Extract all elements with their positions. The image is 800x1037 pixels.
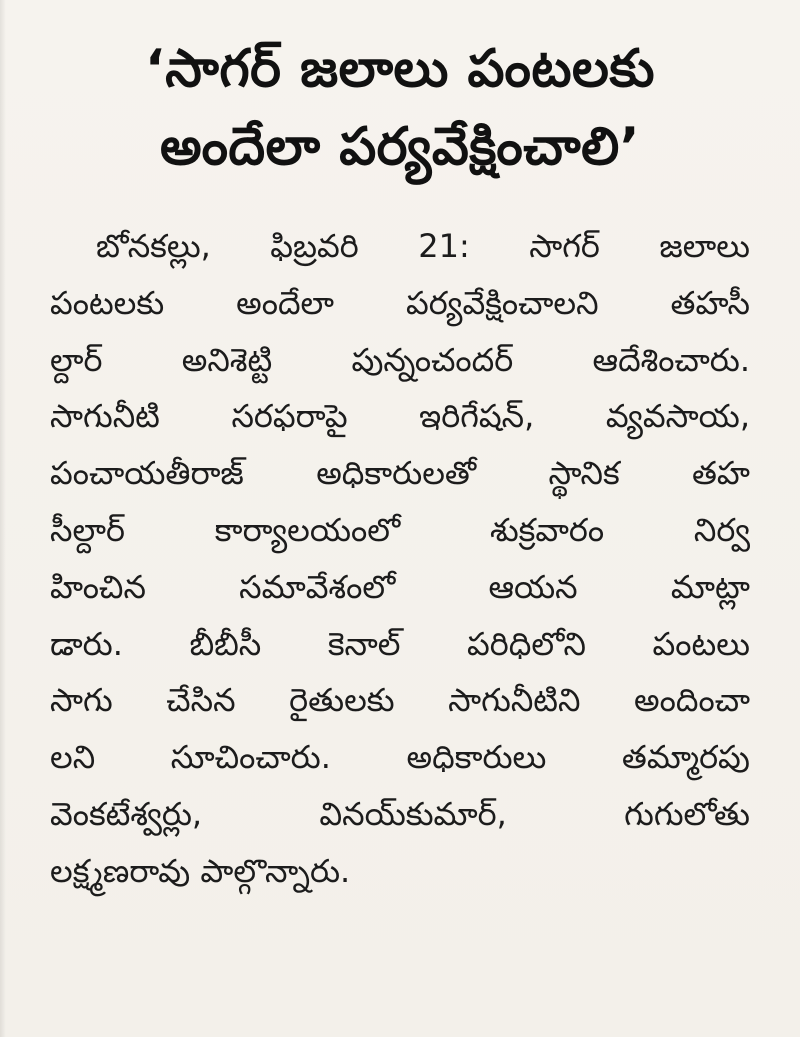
body-line-9: సాగు చేసిన రైతులకు సాగునీటిని అందించా <box>50 681 750 720</box>
body-line-3: ల్దార్ అనిశెట్టి పున్నంచందర్ ఆదేశించారు. <box>50 340 750 379</box>
body-line-4: సాగునీటి సరఫరాపై ఇరిగేషన్, వ్యవసాయ, <box>50 397 750 436</box>
body-line-7: హించిన సమావేశంలో ఆయన మాట్లా <box>50 567 750 606</box>
body-line-2: పంటలకు అందేలా పర్యవేక్షించాలని తహసీ <box>50 283 750 322</box>
body-line-8: డారు. బీబీసీ కెనాల్ పరిధిలోని పంటలు <box>50 624 750 663</box>
body-line-10: లని సూచించారు. అధికారులు తమ్మారపు <box>50 738 750 777</box>
body-line-6: సీల్దార్ కార్యాలయంలో శుక్రవారం నిర్వ <box>50 510 750 549</box>
body-line-11: వెంకటేశ్వర్లు, వినయ్‌కుమార్, గుగులోతు <box>50 794 750 833</box>
body-line-5: పంచాయతీరాజ్ అధికారులతో స్థానిక తహ <box>50 454 750 493</box>
body-line-12: లక్ష్మణరావు పాల్గొన్నారు. <box>50 851 351 890</box>
article-body <box>50 218 750 900</box>
article-headline <box>0 30 800 186</box>
body-line-1: బోనకల్లు, ఫిబ్రవరి 21: సాగర్ జలాలు <box>96 227 750 265</box>
headline-line-2: అందేలా పర్యవేక్షించాలి’ <box>159 117 641 177</box>
headline-line-1: ‘సాగర్ జలాలు పంటలకు <box>144 39 656 99</box>
